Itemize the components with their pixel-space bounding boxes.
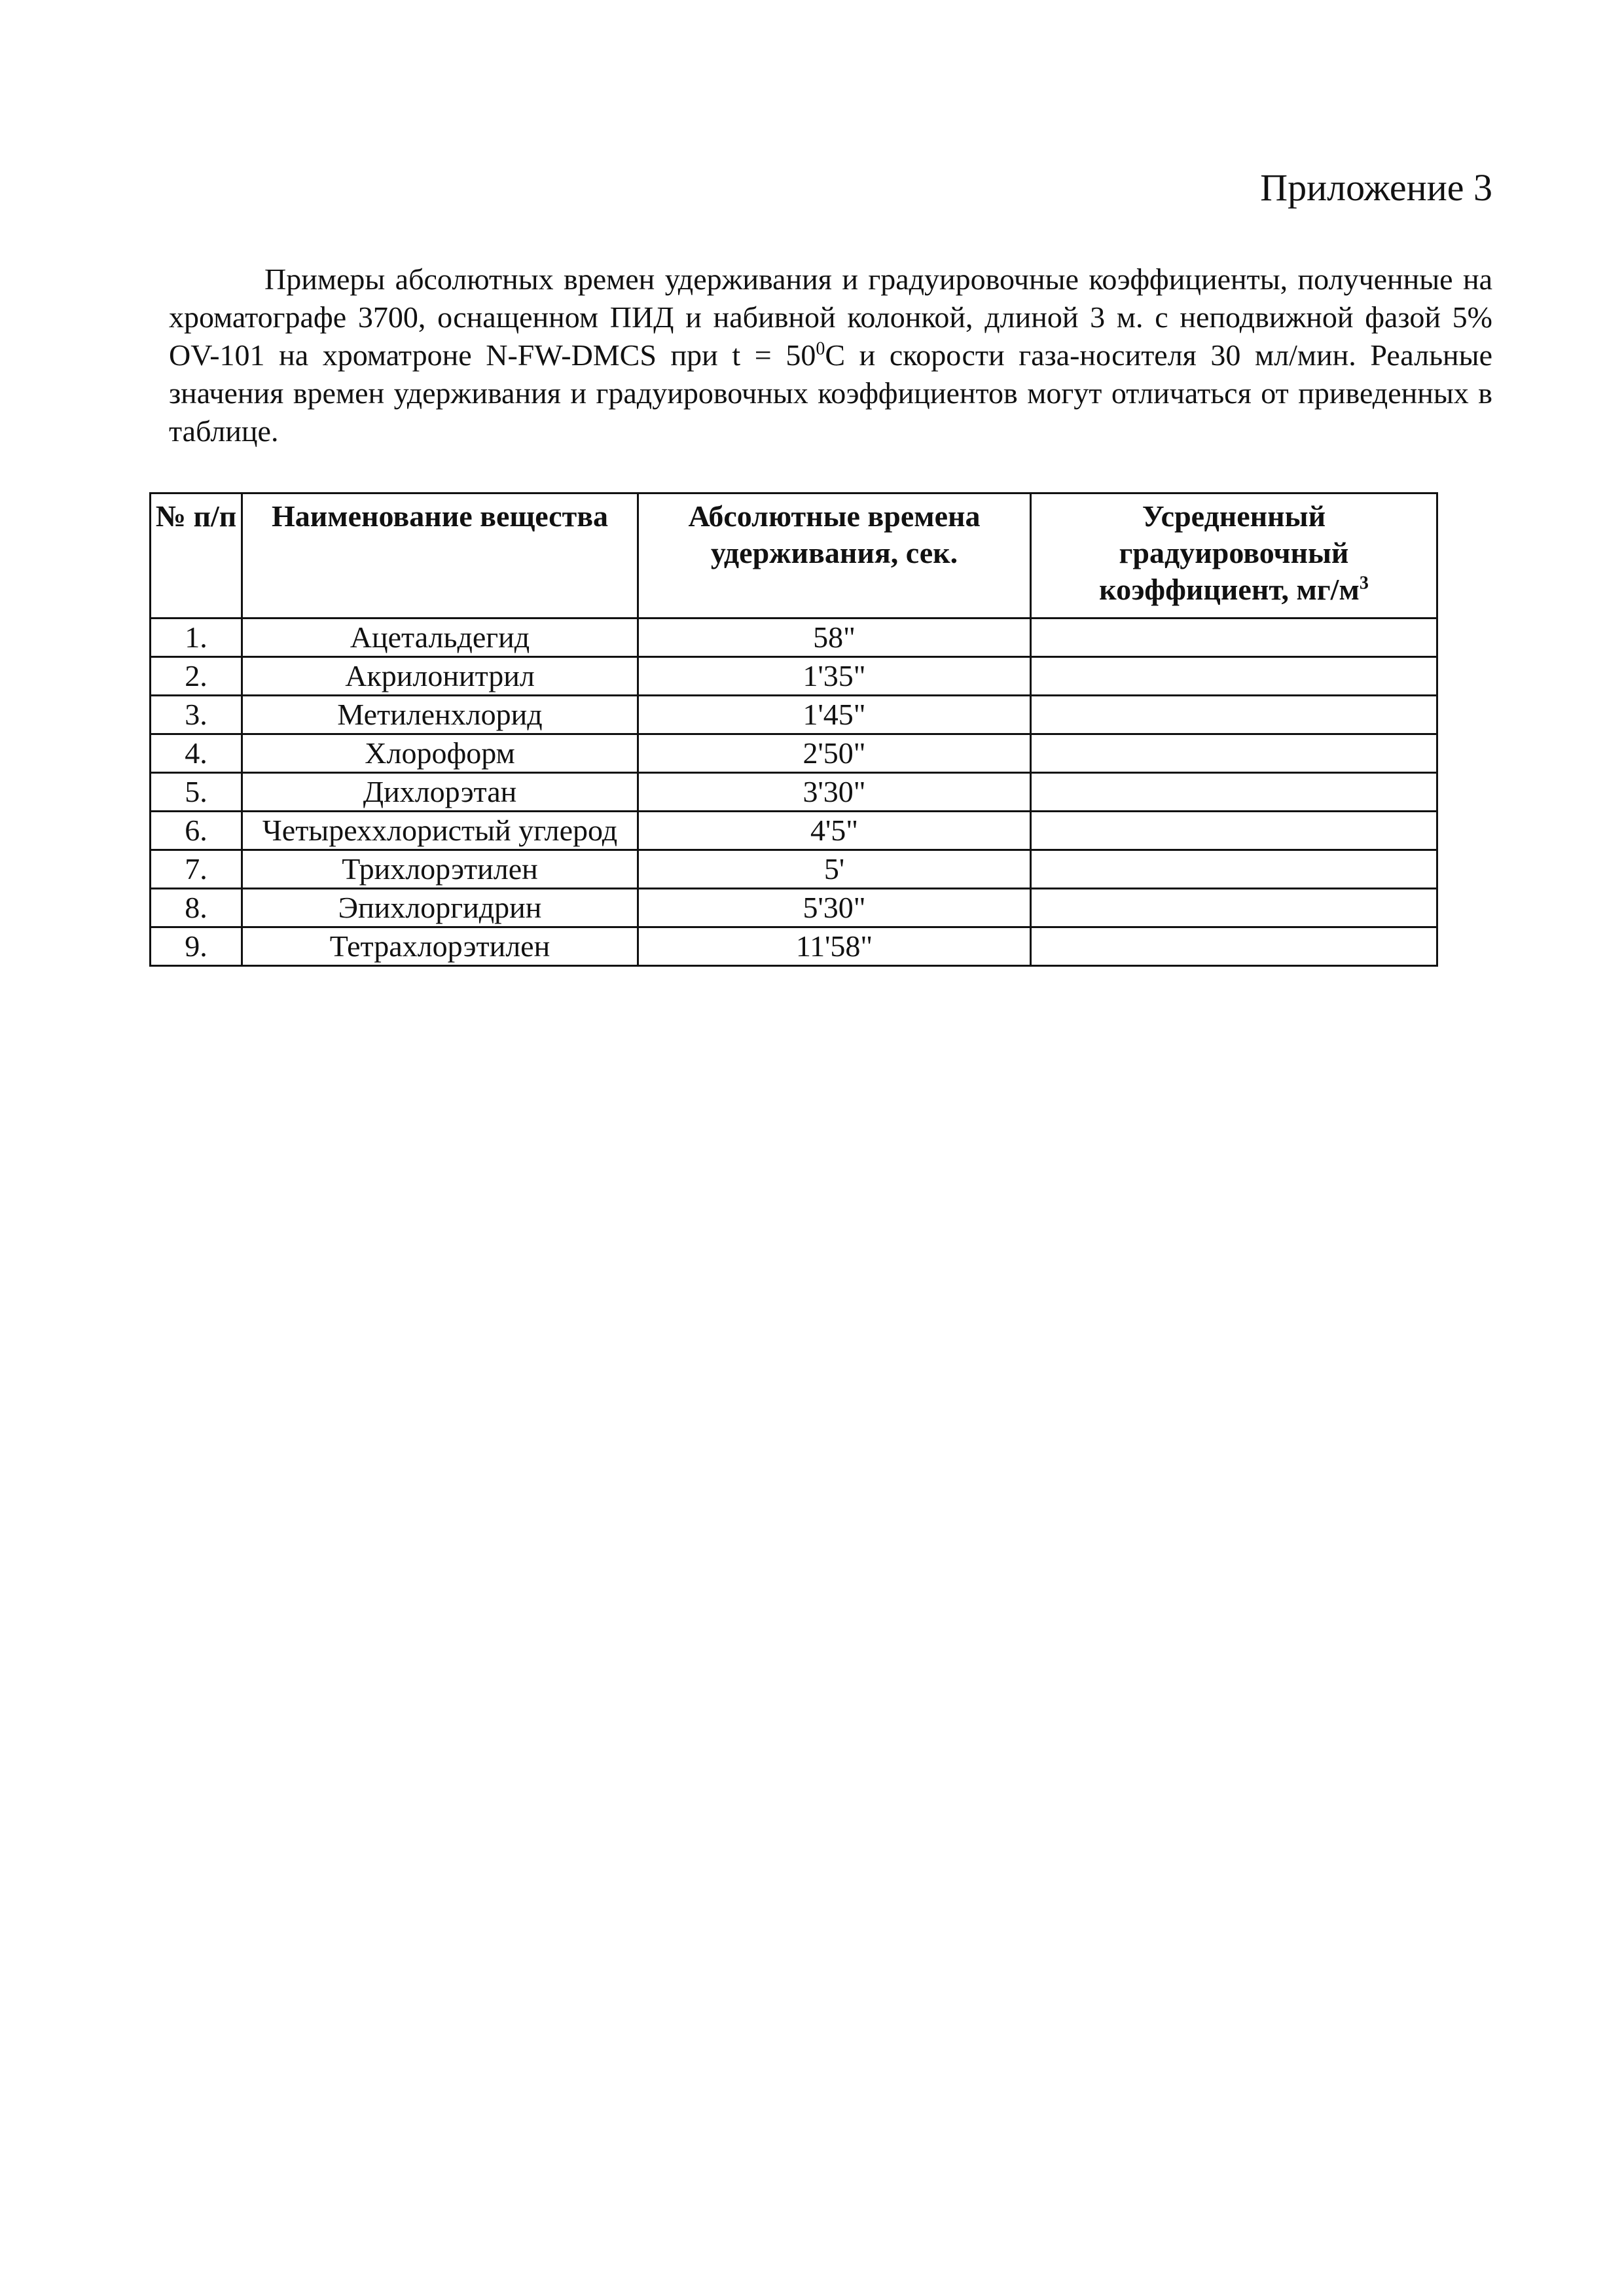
cell-num: 9. xyxy=(151,927,242,966)
cell-name: Эпихлоргидрин xyxy=(242,889,638,927)
header-name: Наименование вещества xyxy=(242,493,638,619)
table-row xyxy=(151,734,1437,773)
cell-time: 5'30" xyxy=(638,889,1031,927)
cell-coef xyxy=(1031,889,1437,927)
header-time: Абсолютные времена удерживания, сек. xyxy=(638,493,1031,619)
table-row xyxy=(151,927,1437,966)
table-row xyxy=(151,773,1437,812)
intro-text-part2: С и скорости газа-носителя 30 мл/мин. Реальные значения времен удерживания и градуировочных коэффициентов могут отличаться от приведенных в таблице. xyxy=(169,338,1492,448)
degree-superscript: 0 xyxy=(816,338,825,359)
cell-coef xyxy=(1031,812,1437,850)
cell-num: 5. xyxy=(151,773,242,812)
cell-name: Хлороформ xyxy=(242,734,638,773)
header-num: № п/п xyxy=(151,493,242,619)
table-row xyxy=(151,889,1437,927)
cell-time: 11'58" xyxy=(638,927,1031,966)
table-header-row xyxy=(151,493,1437,619)
cell-time: 1'45" xyxy=(638,696,1031,734)
table-row xyxy=(151,619,1437,657)
cell-num: 1. xyxy=(151,619,242,657)
header-coef-superscript: 3 xyxy=(1359,573,1369,594)
cell-coef xyxy=(1031,773,1437,812)
intro-paragraph xyxy=(169,260,1492,450)
cell-coef xyxy=(1031,734,1437,773)
cell-coef xyxy=(1031,850,1437,889)
cell-time: 1'35" xyxy=(638,657,1031,696)
cell-coef xyxy=(1031,619,1437,657)
appendix-title: Приложение 3 xyxy=(1260,166,1492,209)
header-coef xyxy=(1031,493,1437,619)
cell-name: Акрилонитрил xyxy=(242,657,638,696)
cell-num: 2. xyxy=(151,657,242,696)
cell-time: 3'30" xyxy=(638,773,1031,812)
intro-text-part1: Примеры абсолютных времен удерживания и градуировочные коэффициенты, полученные на хроматографе 3700, оснащенном ПИД и набивной колонкой, длиной 3 м. с неподвижной фазой 5% OV-101 на хроматроне N-FW-DMCS при t = 50 xyxy=(169,262,1492,372)
cell-name: Тетрахлорэтилен xyxy=(242,927,638,966)
cell-name: Ацетальдегид xyxy=(242,619,638,657)
cell-coef xyxy=(1031,657,1437,696)
cell-name: Трихлорэтилен xyxy=(242,850,638,889)
cell-coef xyxy=(1031,927,1437,966)
table-row xyxy=(151,657,1437,696)
cell-name: Метиленхлорид xyxy=(242,696,638,734)
table-row xyxy=(151,812,1437,850)
retention-times-table xyxy=(149,492,1438,967)
cell-time: 4'5" xyxy=(638,812,1031,850)
cell-num: 6. xyxy=(151,812,242,850)
cell-num: 8. xyxy=(151,889,242,927)
cell-name: Дихлорэтан xyxy=(242,773,638,812)
cell-time: 58" xyxy=(638,619,1031,657)
header-coef-text: Усредненный градуировочный коэффициент, мг/м xyxy=(1099,499,1360,606)
cell-time: 2'50" xyxy=(638,734,1031,773)
cell-num: 4. xyxy=(151,734,242,773)
table-row xyxy=(151,850,1437,889)
cell-num: 3. xyxy=(151,696,242,734)
table-row xyxy=(151,696,1437,734)
cell-time: 5' xyxy=(638,850,1031,889)
cell-coef xyxy=(1031,696,1437,734)
cell-name: Четыреххлористый углерод xyxy=(242,812,638,850)
cell-num: 7. xyxy=(151,850,242,889)
